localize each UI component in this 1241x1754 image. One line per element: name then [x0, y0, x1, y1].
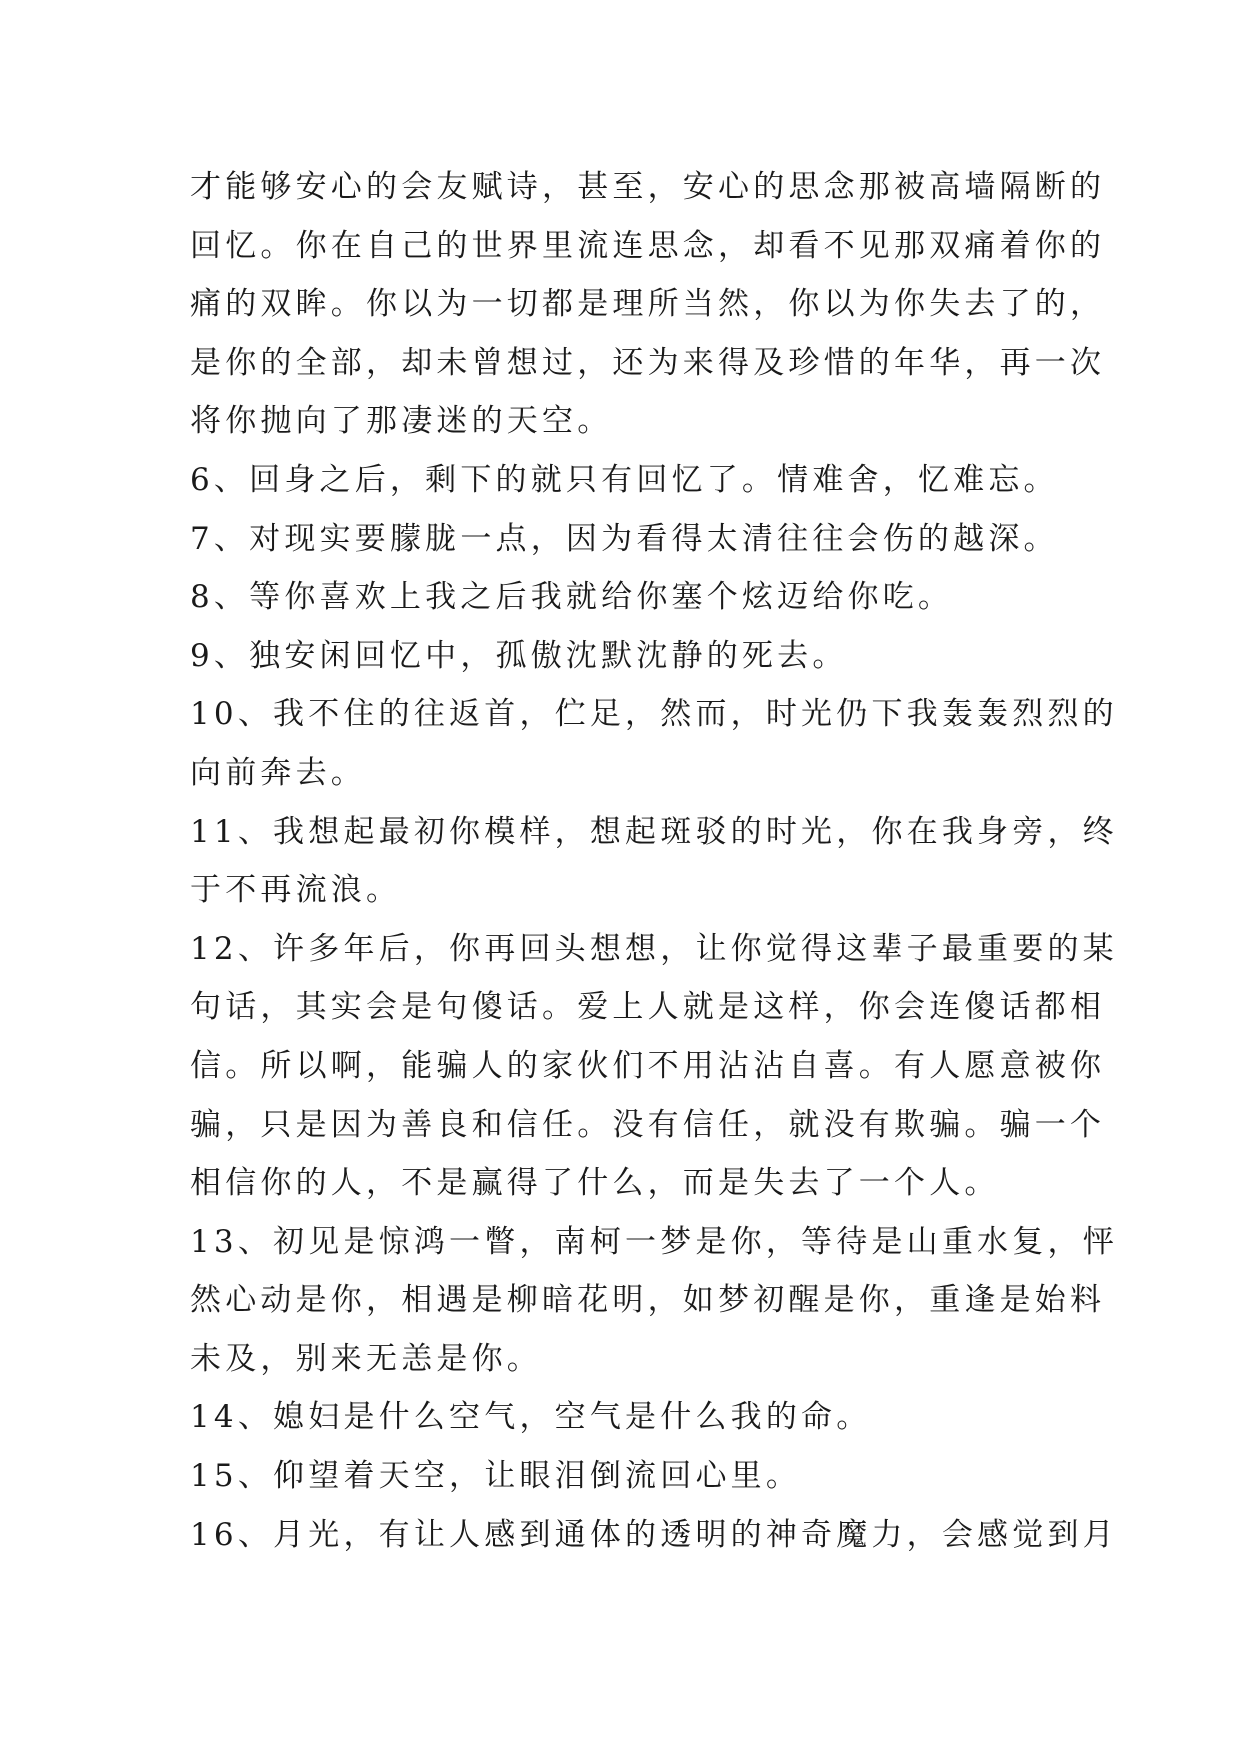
text-line: 相信你的人，不是赢得了什么，而是失去了一个人。 [190, 1165, 1000, 1202]
text-line: 句话，其实会是句傻话。爱上人就是这样，你会连傻话都相 [190, 989, 1106, 1026]
text-line: 15、仰望着天空，让眼泪倒流回心里。 [190, 1458, 802, 1495]
text-line: 9、独安闲回忆中，孤傲沈默沈静的死去。 [190, 637, 848, 674]
document-text-body [190, 158, 1118, 1564]
text-line: 12、许多年后，你再回头想想，让你觉得这辈子最重要的某 [190, 930, 1118, 967]
text-line: 信。所以啊，能骗人的家伙们不用沾沾自喜。有人愿意被你 [190, 1047, 1106, 1084]
text-line: 然心动是你，相遇是柳暗花明，如梦初醒是你，重逢是始料 [190, 1282, 1106, 1319]
text-line: 6、回身之后，剩下的就只有回忆了。情难舍，忆难忘。 [190, 461, 1059, 498]
text-line: 痛的双眸。你以为一切都是理所当然，你以为你失去了的， [190, 286, 1106, 323]
text-line: 于不再流浪。 [190, 872, 402, 909]
text-line: 骗，只是因为善良和信任。没有信任，就没有欺骗。骗一个 [190, 1106, 1106, 1143]
text-line: 向前奔去。 [190, 754, 366, 791]
text-line: 16、月光，有让人感到通体的透明的神奇魔力，会感觉到月 [190, 1516, 1118, 1553]
text-line: 才能够安心的会友赋诗，甚至，安心的思念那被高墙隔断的 [190, 169, 1106, 205]
text-line: 是你的全部，却未曾想过，还为来得及珍惜的年华，再一次 [190, 344, 1106, 381]
text-line: 将你抛向了那凄迷的天空。 [190, 403, 613, 440]
text-line: 13、初见是惊鸿一瞥，南柯一梦是你，等待是山重水复，怦 [190, 1223, 1118, 1260]
text-line: 7、对现实要朦胧一点，因为看得太清往往会伤的越深。 [190, 520, 1059, 557]
text-line: 14、媳妇是什么空气，空气是什么我的命。 [190, 1399, 872, 1436]
text-line: 8、等你喜欢上我之后我就给你塞个炫迈给你吃。 [190, 579, 954, 616]
text-line: 11、我想起最初你模样，想起斑驳的时光，你在我身旁，终 [190, 813, 1118, 850]
text-line: 回忆。你在自己的世界里流连思念，却看不见那双痛着你的 [190, 227, 1106, 264]
text-line: 未及，别来无恙是你。 [190, 1340, 542, 1377]
text-line: 10、我不住的往返首，伫足，然而，时光仍下我轰轰烈烈的 [190, 696, 1118, 733]
